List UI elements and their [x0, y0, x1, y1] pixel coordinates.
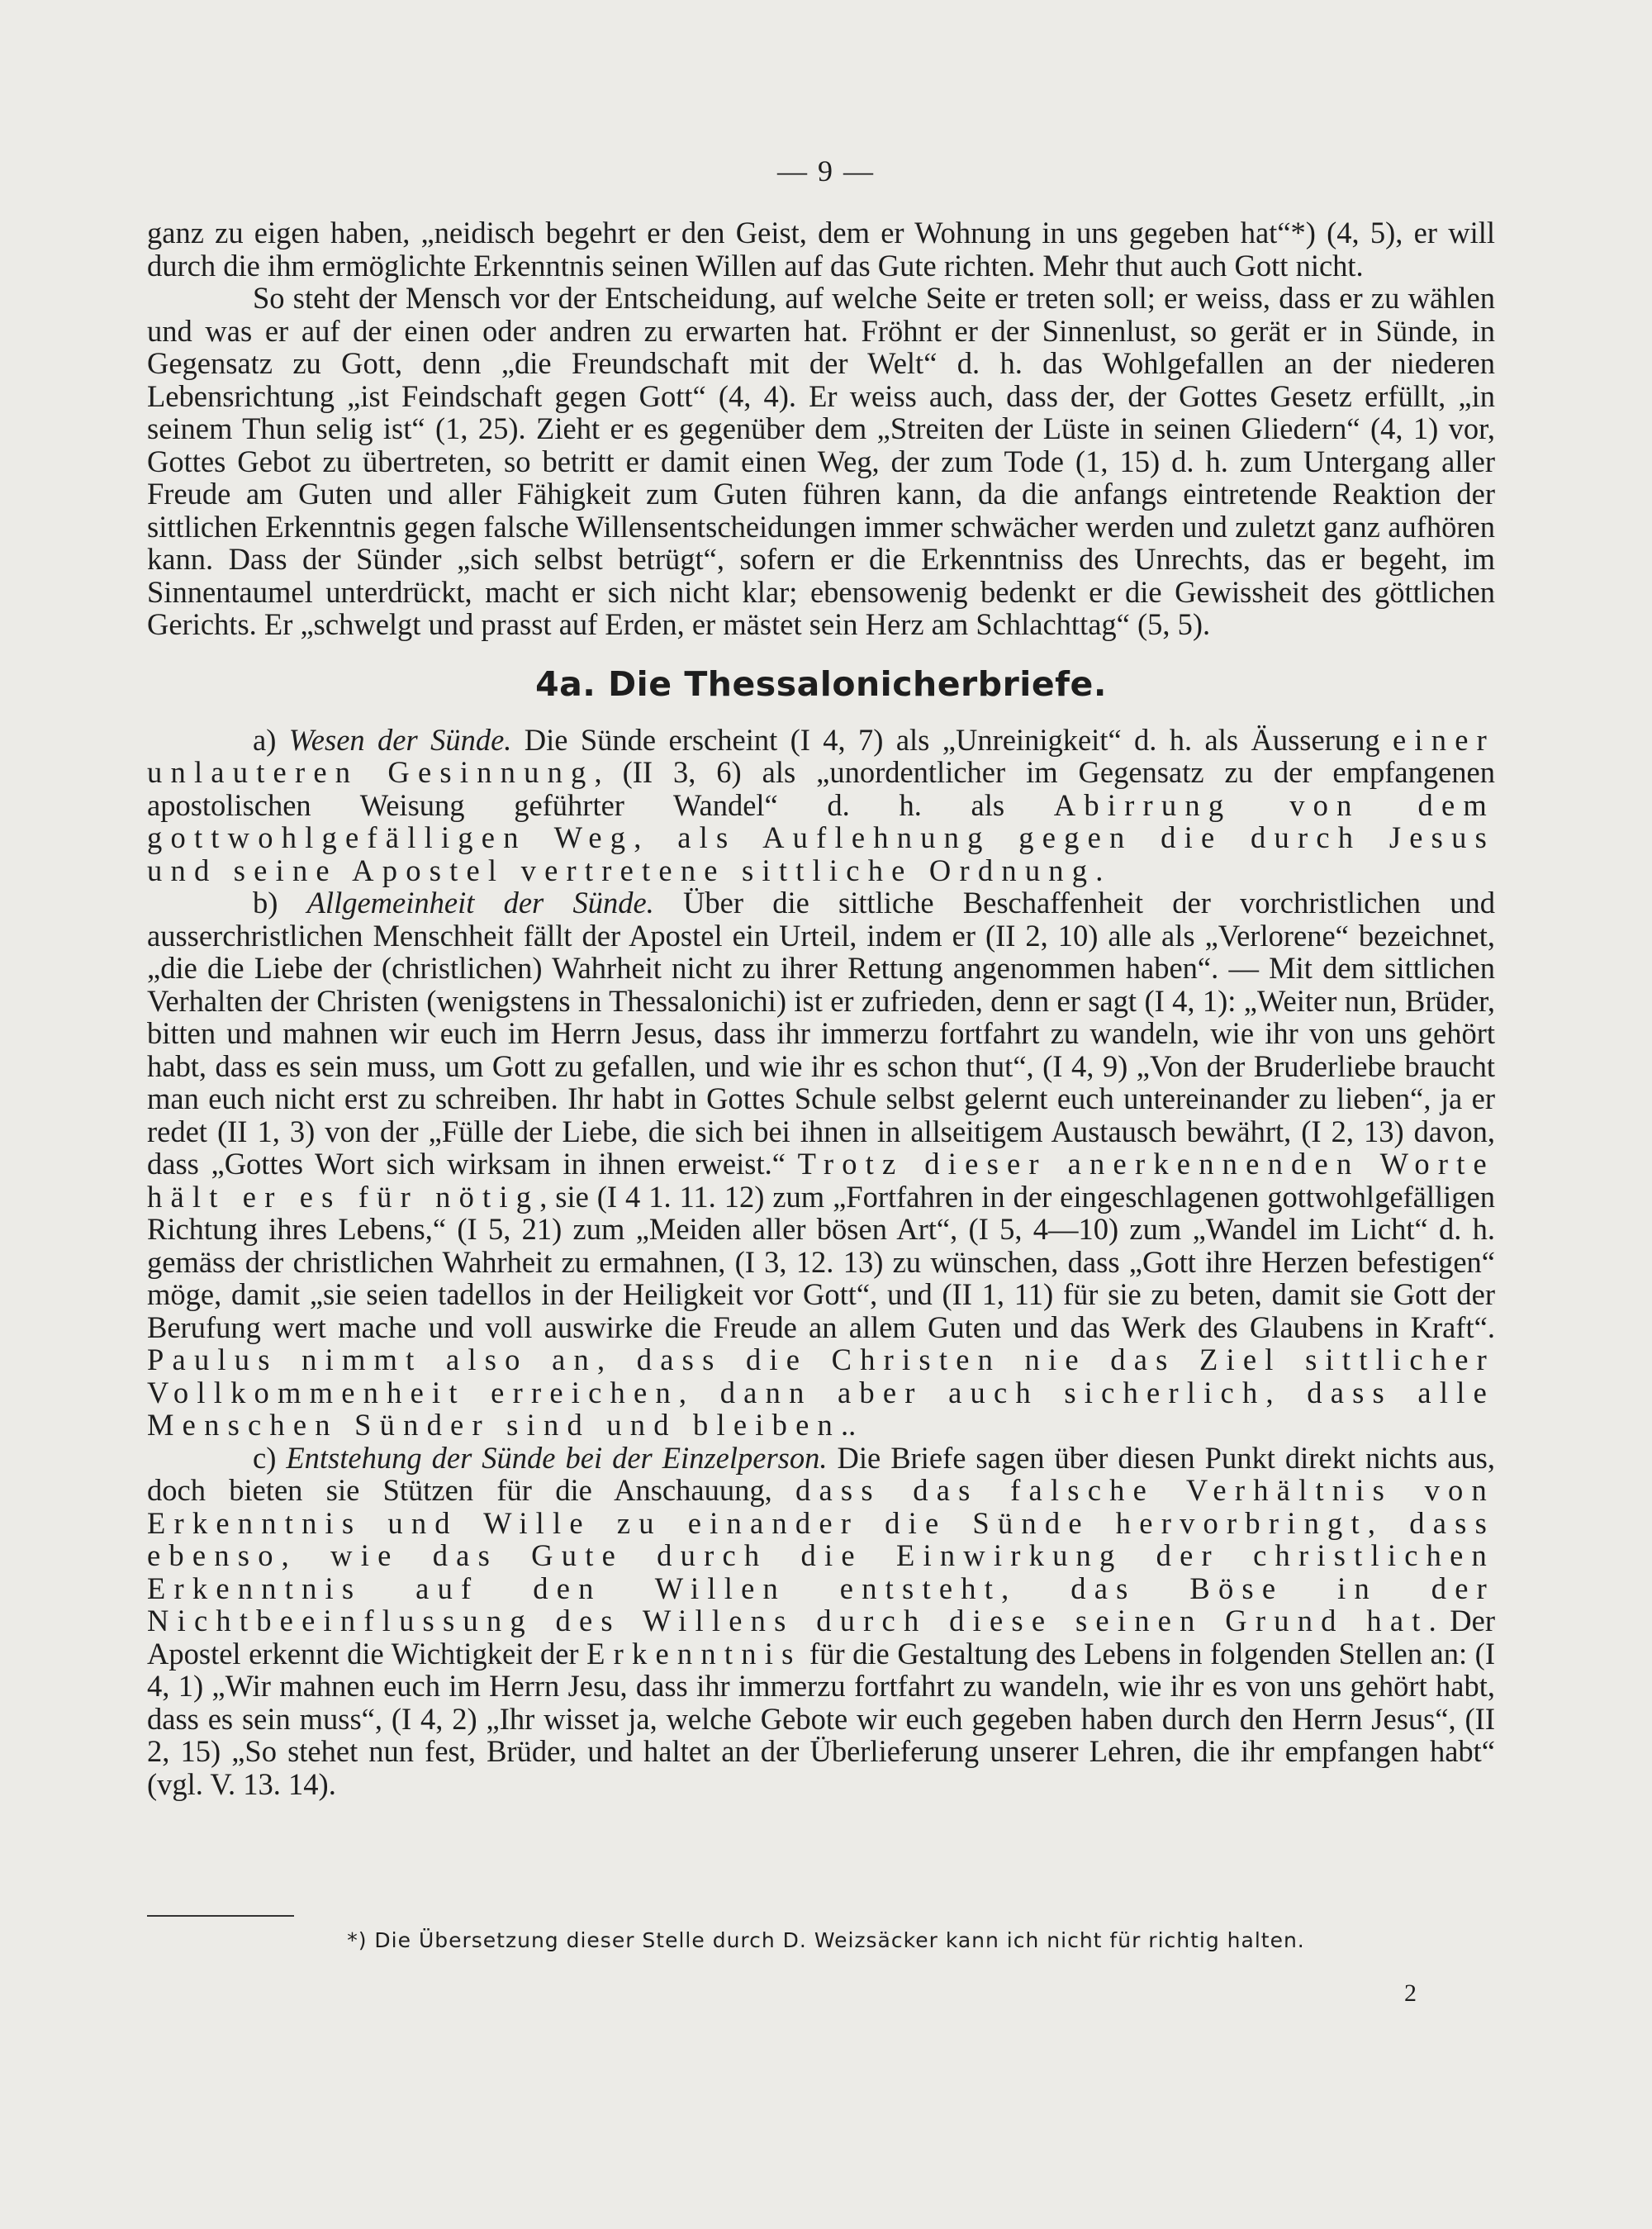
paragraph-section-c: [147, 1442, 1495, 1801]
section-title: Entstehung der Sünde bei der Einzelperson.: [286, 1440, 828, 1475]
section-heading: 4a. Die Thessalonicherbriefe.: [535, 663, 1107, 704]
text-run: ..: [840, 1408, 857, 1442]
paragraph: So steht der Mensch vor der Entscheidung, auf welche Seite er treten soll; er weiss, dass er zu wählen und was er auf der einen oder andren zu erwarten hat. Fröhnt er der Sinnenlust, so gerät er in Sünde, in Gegensatz zu Gott, denn „die Freundschaft mit der Welt“ d. h. das Wohlgefallen an der niederen Lebensrichtung „ist Feindschaft gegen Gott“ (4, 4). Er weiss auch, dass der, der Gottes Gesetz erfüllt, „in seinem Thun selig ist“ (1, 25). Zieht er es gegenüber dem „Streiten der Lüste in seinen Gliedern“ (4, 1) vor, Gottes Gebot zu übertreten, so betritt er damit einen Weg, der zum Tode (1, 15) d. h. zum Untergang aller Freude am Guten und aller Fähigkeit zum Guten führen kann, da die anfangs eintretende Reaktion der sittlichen Erkenntnis gegen falsche Willensentscheidungen immer schwächer werden und zuletzt ganz aufhören kann. Dass der Sünder „sich selbst betrügt“, sofern er die Erkenntniss des Unrechts, das er begeht, im Sinnentaumel unterdrückt, macht er sich nicht klar; ebensowenig bedenkt er die Gewissheit des göttlichen Gerichts. Er „schwelgt und prasst auf Erden, er mästet sein Herz am Schlachttag“ (5, 5).: [147, 281, 1495, 641]
text-run: Über die sittliche Beschaffenheit der vorchristlichen und ausserchristlichen Menschheit fällt der Apostel ein Urteil, indem er (II 2, 10) alle als „Verlorene“ bezeichnet, „die die Liebe der (christlichen) Wahrheit nicht zu ihrer Rettung angenommen haben“. — Mit dem sittlichen Verhalten der Christen (wenigstens in Thessalonichi) ist er zufrieden, denn er sagt (I 4, 1): „Weiter nun, Brüder, bitten und mahnen wir euch im Herrn Jesus, dass ihr immerzu fortfahrt zu wandeln, wie ihr von uns gehört habt, dass es sein muss, um Gott zu gefallen, und wie ihr es schon thut“, (I 4, 9) „Von der Bruderliebe braucht man euch nicht erst zu schreiben. Ihr habt in Gottes Schule selbst gelernt euch untereinander zu lieben“, ja er redet (II 1, 3) von der „Fülle der Liebe, die sich bei ihnen in allseitigem Austausch bewährt, (I 2, 13) davon, dass „Gottes Wort sich wirksam in ihnen erweist.“: [147, 886, 1496, 1181]
paragraph-section-b: [147, 886, 1495, 1442]
spaced-emphasis: dass das falsche Verhältnis von Erkenntnis und Wille zu einander die Sünde hervorbringt, dass ebenso, wie das Gute durch die Einwirkung der christlichen Erkenntnis auf den Willen entsteht, das Böse in der Nichtbeeinflussung des Willens durch diese seinen Grund hat: [147, 1473, 1495, 1637]
paragraph: ganz zu eigen haben, „neidisch begehrt er den Geist, dem er Wohnung in uns gegeben hat“*) (4, 5), er will durch die ihm ermöglichte Erkenntnis seinen Willen auf das Gute richten. Mehr thut auch Gott nicht.: [147, 216, 1495, 283]
text-run: für die Gestaltung des Lebens in folgenden Stellen an: (I 4, 1) „Wir mahnen euch im Herrn Jesu, dass ihr immerzu fortfahrt zu wandeln, wie ihr es von uns gehört habt, dass es sein muss“, (I 4, 2) „Ihr wisset ja, welche Gebote wir euch gegeben haben durch den Herrn Jesus“, (II 2, 15) „So stehet nun fest, Brüder, und haltet an der Überlieferung unserer Lehren, die ihr empfangen habt“ (vgl. V. 13. 14).: [147, 1636, 1495, 1801]
text-run: , sie (I 4 1. 11. 12) zum „Fortfahren in der eingeschlagenen gottwohlgefälligen Richtung ihres Lebens,“ (I 5, 21) zum „Meiden aller bösen Art“, (I 5, 4—10) zum „Wandel im Licht“ d. h. gemäss der christlichen Wahrheit zu ermahnen, (I 3, 12. 13) zu wünschen, dass „Gott ihre Herzen befestigen“ möge, damit „sie seien tadellos in der Heiligkeit vor Gott“, und (II 1, 11) für sie zu beten, damit sie Gott der Berufung wert mache und voll auswirke die Freude an allem Guten und das Werk des Glaubens in Kraft“.: [147, 1179, 1495, 1344]
text-run: Die Sünde erscheint (I 4, 7) als „Unreinigkeit“ d. h. als Äusserung: [511, 722, 1393, 757]
paragraph-section-a: [147, 724, 1495, 887]
spaced-emphasis: Trotz dieser anerkennenden Worte hält er es für nötig: [147, 1147, 1495, 1214]
footnote-rule: [147, 1915, 294, 1917]
spaced-emphasis: Abirrung von dem gottwohlgefälligen Weg, als Auflehnung gegen die durch Jesus und seine Apostel vertretene sittliche Ordnung: [147, 787, 1496, 887]
text-run: . Der Apostel erkennt die Wichtigkeit der: [147, 1604, 1495, 1671]
section-marker: a): [253, 722, 277, 757]
body-text: [147, 216, 1495, 1800]
text-run: Die Briefe sagen über diesen Punkt direkt nichts aus, doch bieten sie Stützen für die Anschauung,: [147, 1440, 1495, 1507]
spaced-emphasis: einer unlauteren Gesinnung: [147, 722, 1496, 789]
printer-signature: 2: [1404, 1979, 1417, 2007]
section-title: Wesen der Sünde.: [288, 722, 512, 757]
section-marker: b): [253, 886, 278, 920]
section-title: Allgemeinheit der Sünde.: [306, 886, 654, 920]
text-run: , (II 3, 6) als „unordentlicher im Gegensatz zu der empfangenen apostolischen Weisung geführter Wandel“ d. h. als: [147, 755, 1496, 822]
spaced-emphasis: Erkenntnis: [586, 1636, 802, 1671]
page-number: — 9 —: [777, 154, 875, 188]
section-marker: c): [253, 1440, 277, 1475]
text-run: .: [1095, 853, 1104, 887]
footnote: *) Die Übersetzung dieser Stelle durch D. Weizsäcker kann ich nicht für richtig halten.: [347, 1928, 1305, 1952]
spaced-emphasis: Paulus nimmt also an, dass die Christen nie das Ziel sittlicher Vollkommenheit erreichen, dann aber auch sicherlich, dass alle Menschen Sünder sind und bleiben: [147, 1343, 1495, 1442]
